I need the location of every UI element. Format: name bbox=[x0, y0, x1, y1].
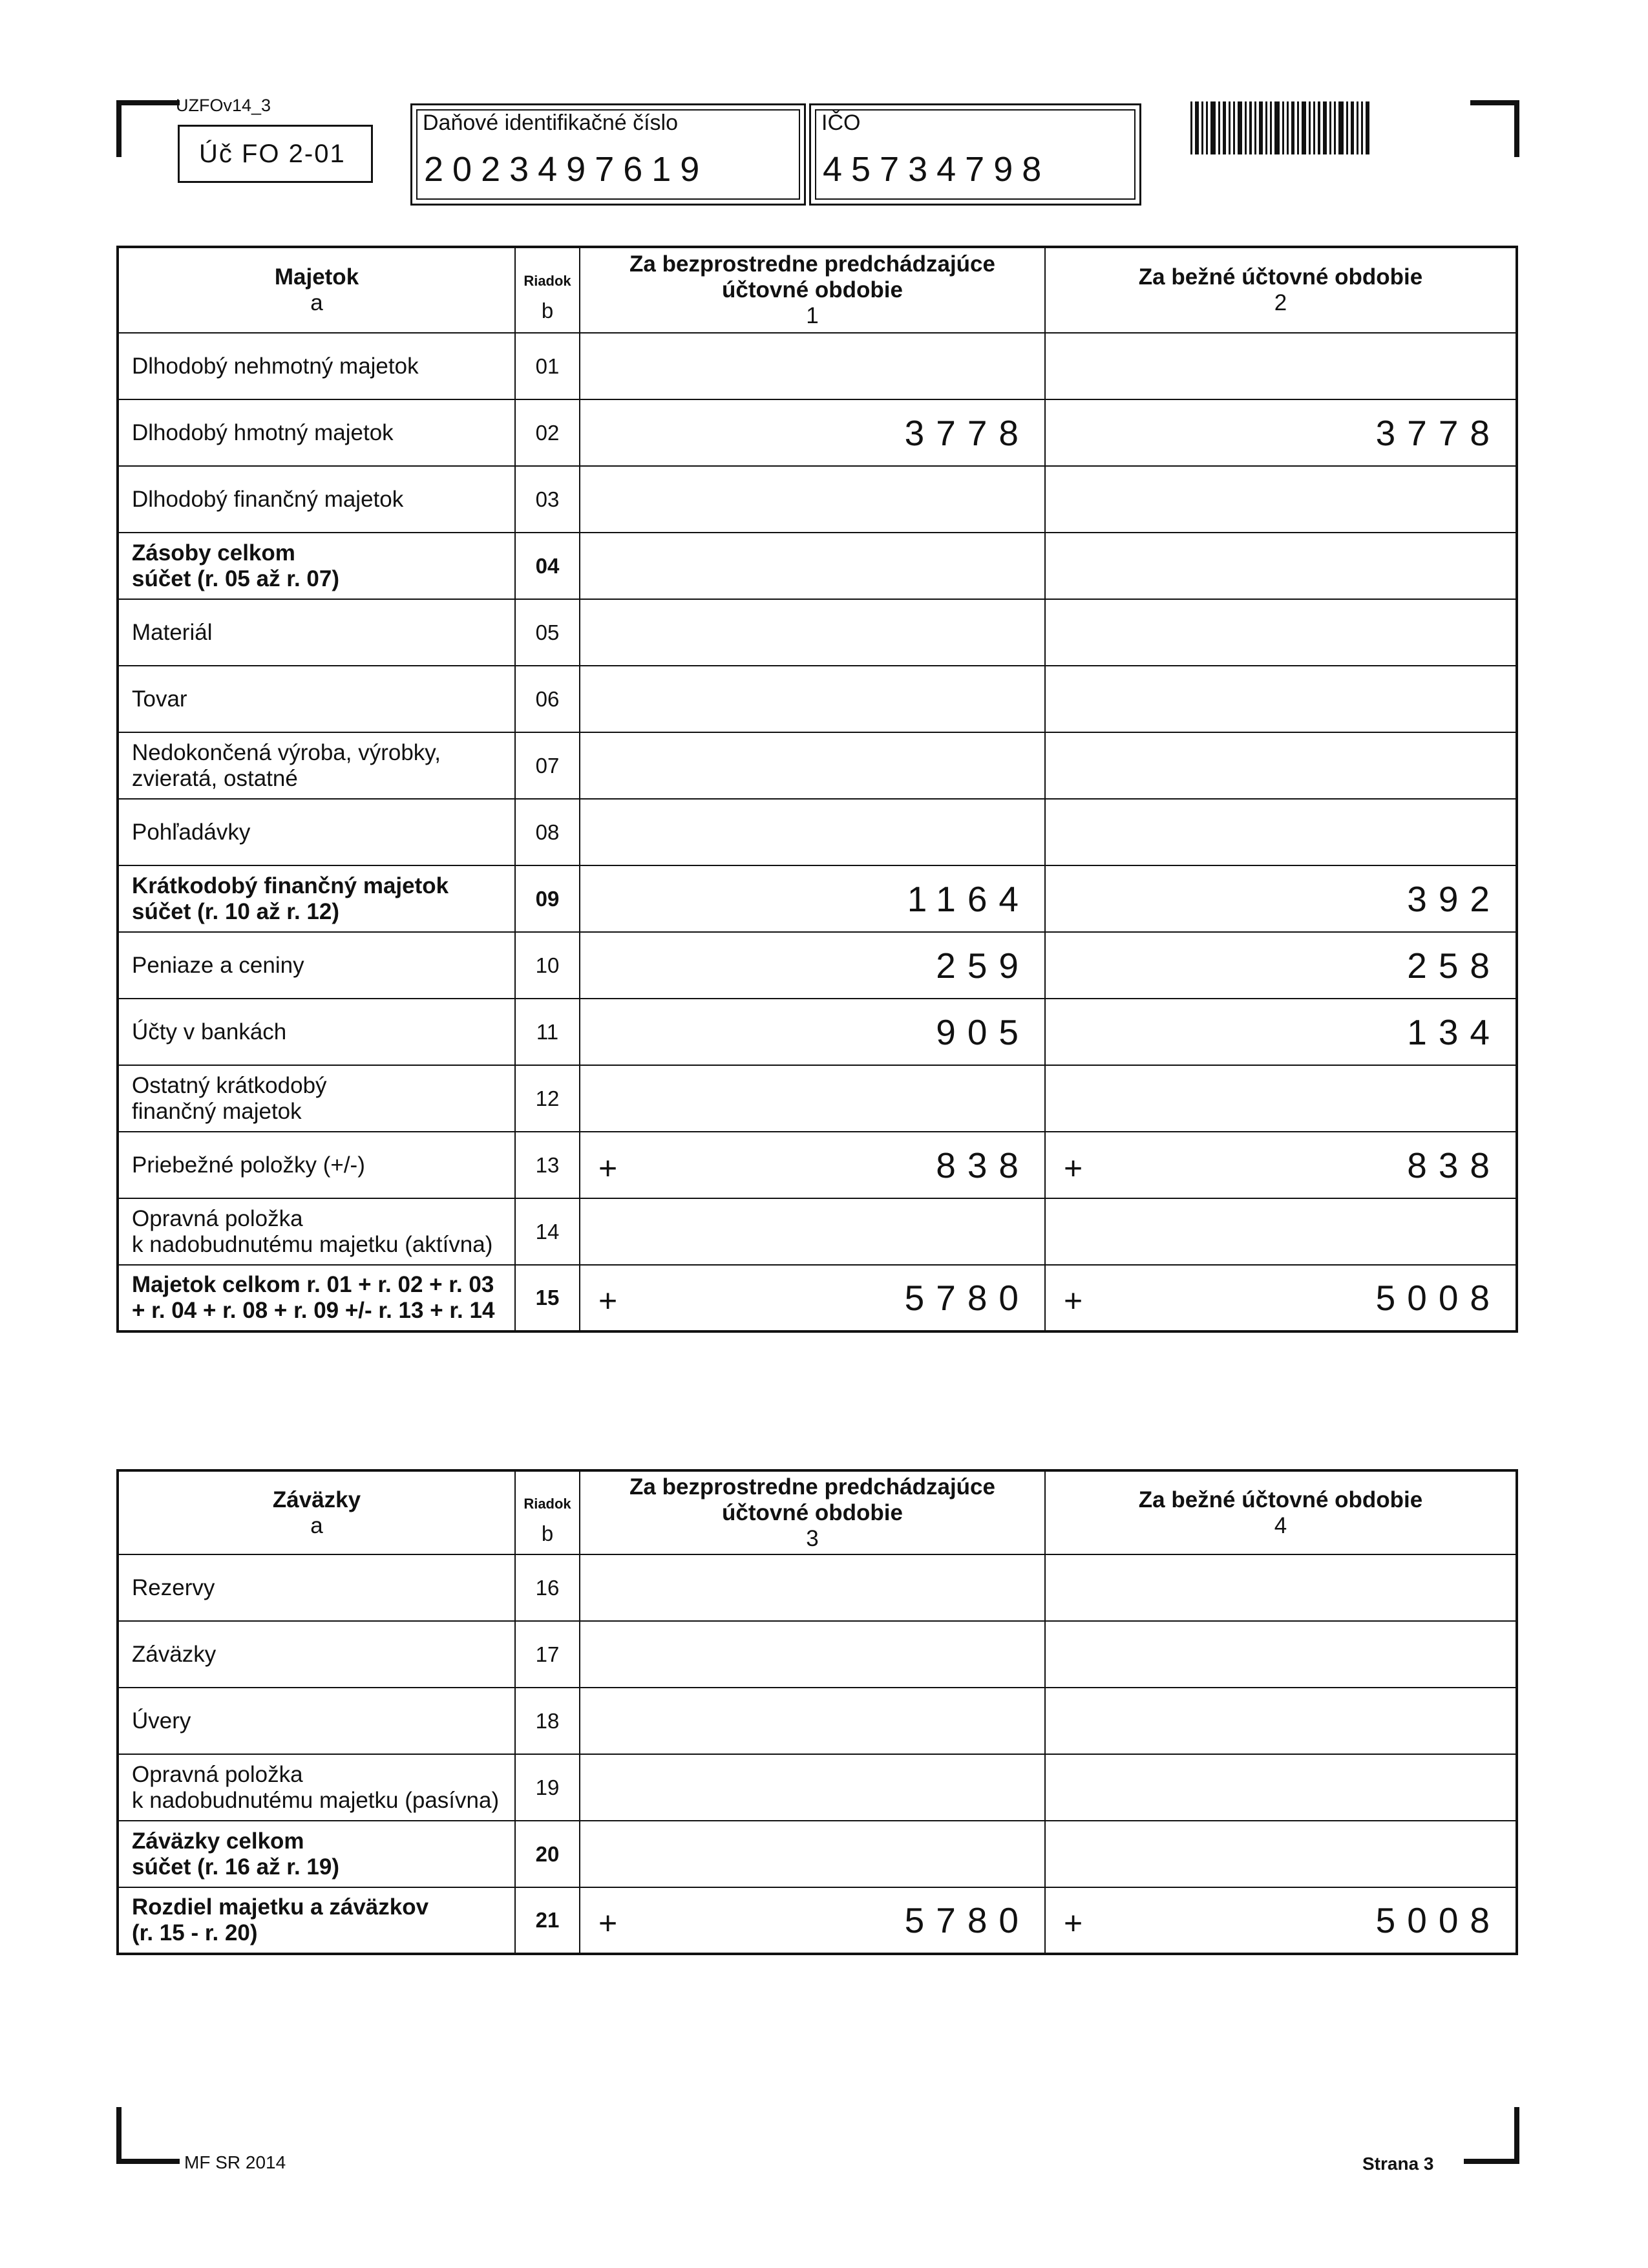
sign: + bbox=[1064, 1150, 1083, 1187]
ico-box bbox=[809, 103, 1141, 206]
corner-mark-top-right bbox=[1470, 100, 1519, 157]
current-period-value-cell[interactable] bbox=[1045, 399, 1517, 466]
current-period-value-cell[interactable] bbox=[1045, 1621, 1517, 1688]
current-period-value: 258 bbox=[1407, 945, 1501, 986]
table-row bbox=[118, 1621, 1517, 1688]
liabilities-col-3-header: Za bezprostredne predchádzajúce účtovné obdobie 3 bbox=[580, 1470, 1045, 1554]
row-number: 20 bbox=[515, 1821, 580, 1887]
row-label: Ostatný krátkodobý finančný majetok bbox=[118, 1065, 515, 1132]
table-row bbox=[118, 1132, 1517, 1198]
row-label: Rezervy bbox=[118, 1554, 515, 1621]
previous-period-value: 3778 bbox=[904, 412, 1030, 453]
current-period-value-cell[interactable] bbox=[1045, 1132, 1517, 1198]
sign: + bbox=[598, 1282, 618, 1319]
liabilities-col-b-header: Riadok b bbox=[515, 1470, 580, 1554]
row-label: Dlhodobý hmotný majetok bbox=[118, 399, 515, 466]
current-period-value-cell[interactable] bbox=[1045, 799, 1517, 865]
current-period-value-cell[interactable] bbox=[1045, 1754, 1517, 1821]
corner-mark-top-left bbox=[116, 100, 180, 157]
row-label: Nedokončená výroba, výrobky, zvieratá, ostatné bbox=[118, 732, 515, 799]
previous-period-value: 1164 bbox=[907, 878, 1030, 919]
form-code: UZFOv14_3 bbox=[176, 96, 271, 115]
table-row bbox=[118, 1754, 1517, 1821]
current-period-value: 838 bbox=[1407, 1145, 1501, 1185]
assets-col-a-header: Majetok a bbox=[118, 247, 515, 333]
row-number: 13 bbox=[515, 1132, 580, 1198]
row-label: Priebežné položky (+/-) bbox=[118, 1132, 515, 1198]
previous-period-value-cell[interactable] bbox=[580, 533, 1045, 599]
previous-period-value-cell[interactable] bbox=[580, 732, 1045, 799]
row-label: Dlhodobý nehmotný majetok bbox=[118, 333, 515, 399]
row-label: Záväzky bbox=[118, 1621, 515, 1688]
row-number: 05 bbox=[515, 599, 580, 666]
previous-period-value-cell[interactable] bbox=[580, 1688, 1045, 1754]
previous-period-value: 259 bbox=[936, 945, 1030, 986]
row-label: Dlhodobý finančný majetok bbox=[118, 466, 515, 533]
row-label: Opravná položka k nadobudnutému majetku (aktívna) bbox=[118, 1198, 515, 1265]
table-row bbox=[118, 932, 1517, 999]
row-number: 02 bbox=[515, 399, 580, 466]
row-number: 04 bbox=[515, 533, 580, 599]
table-row bbox=[118, 1065, 1517, 1132]
table-row bbox=[118, 533, 1517, 599]
corner-mark-bottom-right bbox=[1464, 2107, 1519, 2164]
current-period-value-cell[interactable] bbox=[1045, 1887, 1517, 1954]
liabilities-col-a-header: Záväzky a bbox=[118, 1470, 515, 1554]
row-number: 01 bbox=[515, 333, 580, 399]
previous-period-value-cell[interactable] bbox=[580, 1265, 1045, 1331]
assets-col-2-header: Za bežné účtovné obdobie 2 bbox=[1045, 247, 1517, 333]
row-label: Pohľadávky bbox=[118, 799, 515, 865]
previous-period-value-cell[interactable] bbox=[580, 1621, 1045, 1688]
row-number: 03 bbox=[515, 466, 580, 533]
ico-label: IČO bbox=[821, 111, 861, 135]
row-label: Úvery bbox=[118, 1688, 515, 1754]
current-period-value-cell[interactable] bbox=[1045, 732, 1517, 799]
row-label: Zásoby celkom súčet (r. 05 až r. 07) bbox=[118, 533, 515, 599]
row-number: 15 bbox=[515, 1265, 580, 1331]
current-period-value-cell[interactable] bbox=[1045, 466, 1517, 533]
table-row bbox=[118, 1688, 1517, 1754]
current-period-value: 392 bbox=[1407, 878, 1501, 919]
row-number: 17 bbox=[515, 1621, 580, 1688]
previous-period-value-cell[interactable] bbox=[580, 1821, 1045, 1887]
previous-period-value-cell[interactable] bbox=[580, 1887, 1045, 1954]
row-number: 12 bbox=[515, 1065, 580, 1132]
previous-period-value-cell[interactable] bbox=[580, 666, 1045, 732]
row-number: 14 bbox=[515, 1198, 580, 1265]
previous-period-value: 5780 bbox=[904, 1278, 1030, 1318]
current-period-value-cell[interactable] bbox=[1045, 999, 1517, 1065]
row-number: 16 bbox=[515, 1554, 580, 1621]
footer-publisher: MF SR 2014 bbox=[184, 2152, 286, 2172]
assets-body bbox=[118, 333, 1517, 1331]
table-row bbox=[118, 1198, 1517, 1265]
table-row bbox=[118, 1821, 1517, 1887]
sign: + bbox=[598, 1905, 618, 1942]
dic-box bbox=[410, 103, 806, 206]
current-period-value-cell[interactable] bbox=[1045, 1065, 1517, 1132]
row-label: Záväzky celkom súčet (r. 16 až r. 19) bbox=[118, 1821, 515, 1887]
table-row bbox=[118, 599, 1517, 666]
row-label: Krátkodobý finančný majetok súčet (r. 10 až r. 12) bbox=[118, 865, 515, 932]
table-row bbox=[118, 666, 1517, 732]
previous-period-value: 905 bbox=[936, 1012, 1030, 1052]
row-number: 06 bbox=[515, 666, 580, 732]
liabilities-body bbox=[118, 1554, 1517, 1954]
previous-period-value-cell[interactable] bbox=[580, 399, 1045, 466]
assets-col-1-header: Za bezprostredne predchádzajúce účtovné obdobie 1 bbox=[580, 247, 1045, 333]
current-period-value-cell[interactable] bbox=[1045, 1265, 1517, 1331]
row-number: 10 bbox=[515, 932, 580, 999]
row-number: 18 bbox=[515, 1688, 580, 1754]
previous-period-value-cell[interactable] bbox=[580, 1065, 1045, 1132]
sign: + bbox=[1064, 1905, 1083, 1942]
current-period-value-cell[interactable] bbox=[1045, 533, 1517, 599]
previous-period-value-cell[interactable] bbox=[580, 1554, 1045, 1621]
table-row bbox=[118, 865, 1517, 932]
table-row bbox=[118, 333, 1517, 399]
row-label: Opravná položka k nadobudnutému majetku (pasívna) bbox=[118, 1754, 515, 1821]
current-period-value: 3778 bbox=[1375, 412, 1501, 453]
current-period-value-cell[interactable] bbox=[1045, 599, 1517, 666]
previous-period-value-cell[interactable] bbox=[580, 1132, 1045, 1198]
previous-period-value: 5780 bbox=[904, 1900, 1030, 1940]
current-period-value: 5008 bbox=[1375, 1278, 1501, 1318]
dic-value: 2023497619 bbox=[424, 150, 709, 189]
row-label: Účty v bankách bbox=[118, 999, 515, 1065]
current-period-value-cell[interactable] bbox=[1045, 666, 1517, 732]
previous-period-value-cell[interactable] bbox=[580, 999, 1045, 1065]
current-period-value-cell[interactable] bbox=[1045, 1554, 1517, 1621]
row-number: 09 bbox=[515, 865, 580, 932]
sign: + bbox=[598, 1150, 618, 1187]
table-row bbox=[118, 399, 1517, 466]
current-period-value-cell[interactable] bbox=[1045, 1688, 1517, 1754]
barcode-icon bbox=[1190, 101, 1417, 154]
row-number: 11 bbox=[515, 999, 580, 1065]
assets-header-row bbox=[118, 247, 1517, 333]
row-label: Tovar bbox=[118, 666, 515, 732]
form-id: Úč FO 2-01 bbox=[178, 125, 373, 183]
page-number: Strana 3 bbox=[1362, 2154, 1434, 2174]
current-period-value-cell[interactable] bbox=[1045, 865, 1517, 932]
row-number: 21 bbox=[515, 1887, 580, 1954]
liabilities-col-4-header: Za bežné účtovné obdobie 4 bbox=[1045, 1470, 1517, 1554]
table-row bbox=[118, 999, 1517, 1065]
assets-table bbox=[116, 246, 1518, 1333]
table-row bbox=[118, 1887, 1517, 1954]
row-number: 08 bbox=[515, 799, 580, 865]
table-row bbox=[118, 1554, 1517, 1621]
current-period-value: 134 bbox=[1407, 1012, 1501, 1052]
previous-period-value: 838 bbox=[936, 1145, 1030, 1185]
current-period-value-cell[interactable] bbox=[1045, 1198, 1517, 1265]
row-label: Rozdiel majetku a záväzkov (r. 15 - r. 20) bbox=[118, 1887, 515, 1954]
previous-period-value-cell[interactable] bbox=[580, 466, 1045, 533]
table-row bbox=[118, 732, 1517, 799]
liabilities-table bbox=[116, 1469, 1518, 1955]
assets-col-b-header: Riadok b bbox=[515, 247, 580, 333]
liabilities-header-row bbox=[118, 1470, 1517, 1554]
row-label: Peniaze a ceniny bbox=[118, 932, 515, 999]
row-label: Materiál bbox=[118, 599, 515, 666]
table-row bbox=[118, 466, 1517, 533]
current-period-value-cell[interactable] bbox=[1045, 333, 1517, 399]
dic-label: Daňové identifikačné číslo bbox=[423, 111, 679, 135]
previous-period-value-cell[interactable] bbox=[580, 1198, 1045, 1265]
current-period-value-cell[interactable] bbox=[1045, 1821, 1517, 1887]
previous-period-value-cell[interactable] bbox=[580, 865, 1045, 932]
previous-period-value-cell[interactable] bbox=[580, 333, 1045, 399]
corner-mark-bottom-left bbox=[116, 2107, 180, 2164]
row-number: 07 bbox=[515, 732, 580, 799]
table-row bbox=[118, 1265, 1517, 1331]
previous-period-value-cell[interactable] bbox=[580, 932, 1045, 999]
previous-period-value-cell[interactable] bbox=[580, 799, 1045, 865]
current-period-value-cell[interactable] bbox=[1045, 932, 1517, 999]
table-row bbox=[118, 799, 1517, 865]
previous-period-value-cell[interactable] bbox=[580, 1754, 1045, 1821]
ico-value: 45734798 bbox=[823, 150, 1051, 189]
current-period-value: 5008 bbox=[1375, 1900, 1501, 1940]
sign: + bbox=[1064, 1282, 1083, 1319]
previous-period-value-cell[interactable] bbox=[580, 599, 1045, 666]
row-label: Majetok celkom r. 01 + r. 02 + r. 03 + r. 04 + r. 08 + r. 09 +/- r. 13 + r. 14 bbox=[118, 1265, 515, 1331]
row-number: 19 bbox=[515, 1754, 580, 1821]
